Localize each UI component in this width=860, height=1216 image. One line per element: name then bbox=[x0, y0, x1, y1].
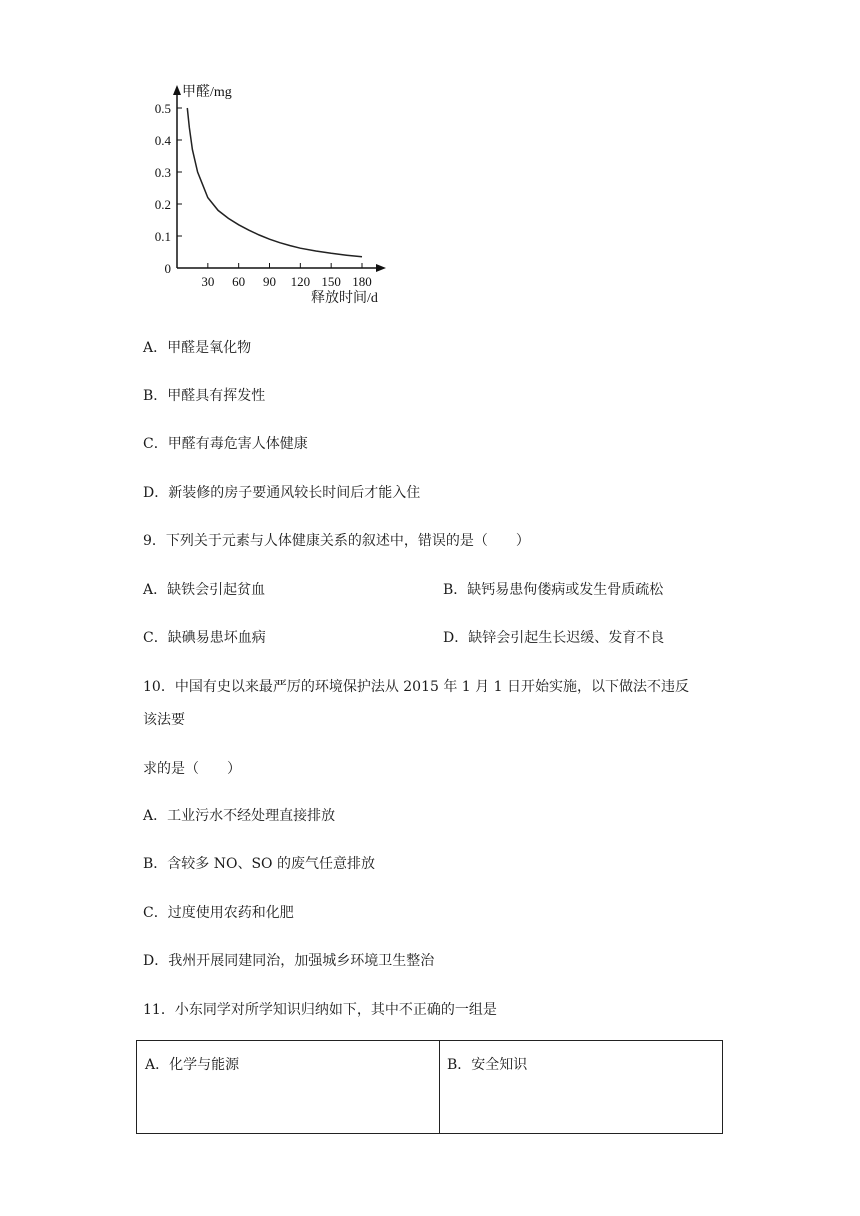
x-tick-label: 180 bbox=[352, 274, 372, 289]
chart-axes bbox=[173, 85, 386, 272]
x-tick-label: 120 bbox=[290, 274, 311, 289]
y-tick-label: 0.5 bbox=[154, 101, 171, 116]
q10-option-c[interactable]: C．过度使用农药和化肥 bbox=[143, 905, 294, 921]
chart-ticks bbox=[155, 101, 372, 289]
q10-stem-line2: 该法要 bbox=[143, 712, 185, 728]
q9-stem: 9．下列关于元素与人体健康关系的叙述中，错误的是（ ） bbox=[143, 533, 530, 549]
q9-option-b[interactable]: B．缺钙易患佝偻病或发生骨质疏松 bbox=[443, 582, 664, 598]
y-tick-label: 0.2 bbox=[154, 197, 171, 212]
x-tick-label: 90 bbox=[263, 274, 276, 289]
q8-option-a[interactable]: A．甲醛是氧化物 bbox=[143, 340, 252, 356]
q8-option-c[interactable]: C．甲醛有毒危害人体健康 bbox=[143, 436, 308, 452]
table-cell-b[interactable]: B．安全知识 bbox=[447, 1057, 528, 1073]
chart-series bbox=[187, 108, 362, 257]
table-cell-a[interactable]: A．化学与能源 bbox=[145, 1057, 240, 1073]
q11-table bbox=[136, 1040, 723, 1134]
x-tick-label: 30 bbox=[201, 274, 215, 289]
q9-option-c[interactable]: C．缺碘易患坏血病 bbox=[143, 630, 266, 646]
x-axis-arrow-icon bbox=[376, 264, 386, 272]
q9-option-a[interactable]: A．缺铁会引起贫血 bbox=[143, 582, 266, 598]
y-tick-label: 0.3 bbox=[154, 165, 171, 180]
q10-option-d[interactable]: D．我州开展同建同治，加强城乡环境卫生整治 bbox=[143, 953, 435, 969]
x-tick-label: 150 bbox=[321, 274, 341, 289]
release-curve bbox=[187, 108, 362, 257]
q9-option-d[interactable]: D．缺锌会引起生长迟缓、发育不良 bbox=[443, 630, 665, 646]
x-axis-label: 释放时间/d bbox=[311, 291, 378, 306]
q10-stem-line3: 求的是（ ） bbox=[143, 761, 241, 777]
y-tick-label: 0 bbox=[164, 261, 171, 276]
formaldehyde-release-chart bbox=[150, 80, 400, 315]
q10-stem-line1: 10．中国有史以来最严厉的环境保护法从 2015 年 1 月 1 日开始实施，以下做法不违反 bbox=[143, 679, 689, 695]
q8-option-b[interactable]: B．甲醛具有挥发性 bbox=[143, 388, 266, 404]
y-tick-label: 0.1 bbox=[154, 229, 171, 244]
table-divider bbox=[439, 1041, 440, 1133]
q10-option-a[interactable]: A．工业污水不经处理直接排放 bbox=[143, 808, 336, 824]
y-axis-arrow-icon bbox=[173, 85, 181, 95]
x-tick-label: 60 bbox=[232, 274, 246, 289]
q11-stem: 11．小东同学对所学知识归纳如下，其中不正确的一组是 bbox=[143, 1002, 497, 1018]
q8-option-d[interactable]: D．新装修的房子要通风较长时间后才能入住 bbox=[143, 485, 421, 501]
y-tick-label: 0.4 bbox=[154, 133, 171, 148]
q10-option-b[interactable]: B．含较多 NO、SO 的废气任意排放 bbox=[143, 856, 375, 872]
y-axis-label: 甲醛/mg bbox=[182, 85, 232, 100]
